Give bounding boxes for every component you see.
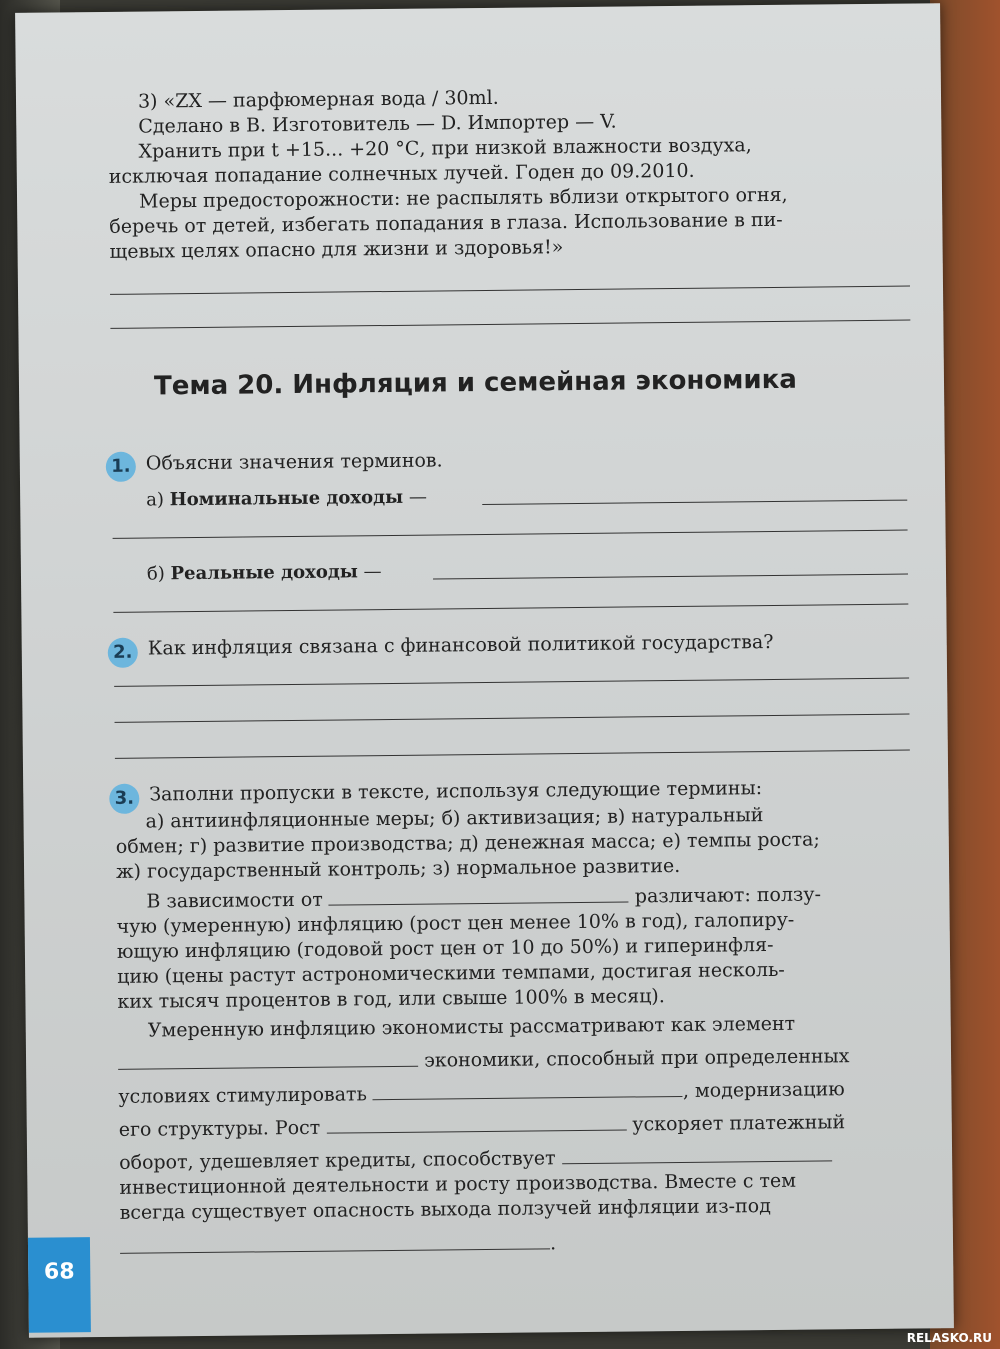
fill-text-fragment: различают: ползу- [634, 883, 822, 908]
term-list-line: а) антиинфляционные меры; б) активизация; в) натуральный [145, 804, 764, 833]
question-1-number: 1. [106, 452, 136, 482]
answer-line[interactable] [115, 750, 910, 759]
term-b-dash: — [363, 561, 382, 583]
question-1-text: Объясни значения терминов. [145, 449, 443, 475]
question-3-text: Заполни пропуски в тексте, используя следующие термины: [149, 777, 763, 806]
term-list-line: ж) государственный контроль; з) нормальное развитие. [115, 854, 681, 883]
term-b [147, 561, 382, 584]
answer-line[interactable] [113, 530, 908, 539]
term-a-dash: — [408, 486, 427, 508]
blank-6[interactable] [120, 1232, 550, 1254]
fill-text-fragment: условиях стимулировать [118, 1083, 367, 1108]
term-b-name: Реальные доходы [170, 561, 358, 585]
fill-in-text [116, 881, 920, 1260]
fill-text-line [118, 1076, 918, 1109]
blank-5[interactable] [562, 1144, 832, 1164]
fill-text-line: всегда существует опасность выхода ползучей инфляции из-под [119, 1195, 771, 1224]
answer-line-term-b[interactable] [433, 574, 908, 580]
blank-4[interactable] [326, 1114, 626, 1134]
answer-line[interactable] [114, 678, 909, 687]
fill-text-line: цию (цены растут астрономическими темпами, достигая несколь- [117, 958, 785, 988]
term-a-prefix: а) [146, 489, 165, 511]
fill-text-fragment: экономики, способный при определенных [424, 1045, 850, 1072]
fill-text-fragment: его структуры. Рост [118, 1116, 321, 1141]
question-2-text: Как инфляция связана с финансовой политикой государства? [147, 630, 774, 660]
example-line: Меры предосторожности: не распылять вблизи открытого огня, [138, 183, 788, 213]
example-line: щевых целях опасно для жизни и здоровья!» [109, 236, 564, 263]
fill-text-line [119, 1109, 919, 1142]
blank-2[interactable] [118, 1050, 418, 1070]
example-line: Хранить при t +15... +20 °С, при низкой влажности воздуха, [138, 134, 752, 163]
blank-1[interactable] [329, 886, 629, 906]
example-3-text [108, 82, 910, 265]
term-a-name: Номинальные доходы [169, 486, 404, 511]
site-watermark: RELASKO.RU [906, 1331, 992, 1345]
example-line: 3) «ZX — парфюмерная вода / 30ml. [137, 86, 499, 113]
fill-text-line: ких тысяч процентов в год, или свыше 100% в месяц). [117, 985, 665, 1013]
term-list-line: обмен; г) развитие производства; д) денежная масса; е) темпы роста; [115, 828, 820, 858]
term-b-prefix: б) [146, 563, 165, 585]
page-number: 68 [28, 1237, 91, 1333]
answer-line-term-a[interactable] [482, 500, 907, 505]
fill-text-fragment: оборот, удешевляет кредиты, способствует [119, 1147, 556, 1174]
fill-text-fragment: . [549, 1232, 557, 1255]
workbook-page [15, 3, 954, 1338]
term-a [146, 487, 427, 511]
fill-text-line [120, 1227, 920, 1260]
fill-text-fragment: В зависимости от [146, 888, 323, 913]
answer-line[interactable] [115, 714, 910, 723]
answer-line[interactable] [110, 286, 910, 295]
example-line: беречь от детей, избегать попадания в глаза. Использование в пи- [109, 208, 783, 238]
question-3-number: 3. [109, 784, 139, 814]
fill-text-line [118, 1043, 918, 1076]
fill-text-fragment: , модернизацию [682, 1078, 845, 1102]
example-line: исключая попадание солнечных лучей. Годен до 09.2010. [108, 159, 695, 188]
fill-text-line: чую (умеренную) инфляцию (рост цен менее 10% в год), галопиру- [116, 908, 795, 938]
fill-text-fragment: ускоряет платежный [632, 1111, 846, 1136]
term-list [115, 801, 916, 884]
blank-3[interactable] [373, 1080, 683, 1100]
example-line: Сделано в В. Изготовитель — D. Импортер — V. [138, 110, 617, 138]
question-2-number: 2. [108, 638, 138, 668]
fill-text-line: Умеренную инфляцию экономисты рассматривают как элемент [147, 1012, 796, 1042]
answer-line[interactable] [113, 604, 908, 613]
fill-text-line: ющую инфляцию (годовой рост цен от 10 до 50%) и гиперинфля- [116, 933, 774, 963]
topic-title: Тема 20. Инфляция и семейная экономика [153, 364, 798, 402]
fill-text-line: инвестиционной деятельности и росту производства. Вместе с тем [119, 1169, 797, 1199]
answer-line[interactable] [110, 320, 910, 329]
